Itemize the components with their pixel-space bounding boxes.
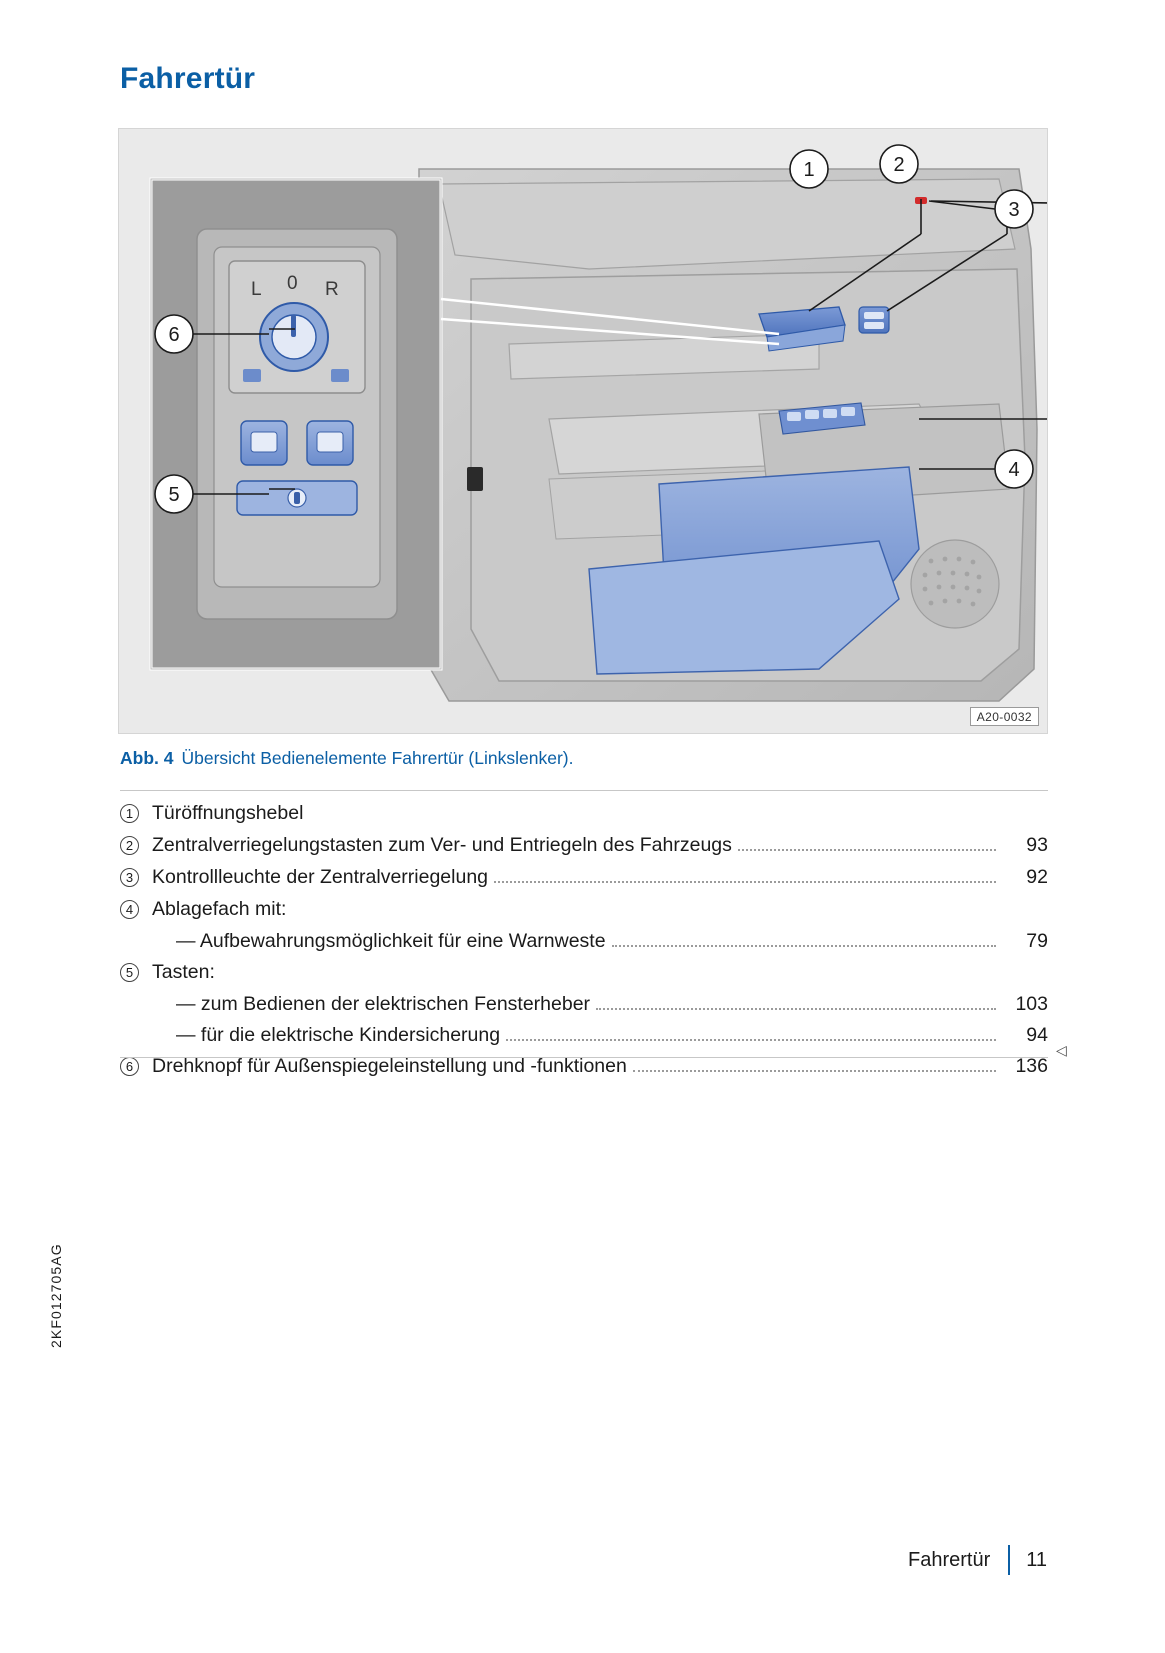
legend-page: 136 [1015, 1055, 1048, 1077]
svg-text:6: 6 [168, 324, 180, 346]
list-item [120, 926, 1048, 957]
leader-dots [309, 818, 996, 819]
svg-text:4: 4 [1008, 459, 1020, 481]
list-item [120, 862, 1048, 894]
figure-door-controls [118, 128, 1048, 734]
page-footer [908, 1545, 1047, 1575]
figure-caption-label: Abb. 4 [120, 748, 174, 768]
legend-number: 4 [120, 894, 152, 925]
list-item [120, 957, 1048, 989]
legend-number: 1 [120, 798, 152, 829]
legend-number: 5 [120, 957, 152, 988]
list-item [120, 894, 1048, 926]
leader-dots [738, 848, 996, 851]
list-item [120, 830, 1048, 862]
legend-page: 93 [1026, 834, 1048, 856]
svg-text:1: 1 [803, 159, 815, 181]
list-item [120, 798, 1048, 830]
leader-dots [596, 1007, 996, 1010]
footer-divider [1008, 1545, 1010, 1575]
svg-text:3: 3 [1008, 199, 1020, 221]
list-item [120, 989, 1048, 1020]
figure-code: A20-0032 [970, 707, 1039, 726]
legend-page: 92 [1026, 866, 1048, 888]
svg-text:L: L [251, 279, 262, 300]
svg-text:0: 0 [287, 273, 298, 294]
legend-text: — zum Bedienen der elektrischen Fensterheber [176, 993, 591, 1015]
door-illustration [119, 129, 1048, 734]
leader-dots [633, 1069, 996, 1072]
legend-text: — Aufbewahrungsmöglichkeit für eine Warnweste [176, 930, 606, 952]
figure-caption-text: Übersicht Bedienelemente Fahrertür (Linkslenker). [181, 748, 574, 768]
svg-text:R: R [325, 279, 339, 300]
leader-dots [221, 977, 996, 978]
legend-number: 2 [120, 830, 152, 861]
list-item [120, 1020, 1048, 1051]
legend-page: 103 [1015, 993, 1048, 1015]
footer-page-number: 11 [1026, 1548, 1047, 1571]
legend-text: Ablagefach mit: [152, 898, 287, 920]
leader-dots [292, 914, 996, 915]
svg-text:5: 5 [168, 484, 180, 506]
page-title: Fahrertür [120, 62, 256, 95]
legend-bottom-rule [120, 1057, 1048, 1058]
section-end-marker: ◁ [1056, 1042, 1067, 1058]
legend-number: 6 [120, 1051, 152, 1082]
leader-dots [506, 1038, 996, 1041]
legend-text: Türöffnungshebel [152, 802, 304, 824]
svg-text:2: 2 [893, 154, 905, 176]
list-item [120, 1051, 1048, 1083]
legend-list [120, 790, 1048, 1083]
legend-text: Tasten: [152, 961, 215, 983]
footer-section-name: Fahrertür [907, 1548, 991, 1571]
legend-page: 94 [1026, 1024, 1048, 1046]
legend-text: Kontrollleuchte der Zentralverriegelung [152, 866, 489, 888]
legend-text: Drehknopf für Außenspiegeleinstellung und -funktionen [152, 1055, 627, 1077]
legend-text: — für die elektrische Kindersicherung [176, 1024, 501, 1046]
legend-page: 79 [1026, 930, 1048, 952]
figure-caption [120, 748, 573, 769]
legend-text: Zentralverriegelungstasten zum Ver- und Entriegeln des Fahrzeugs [152, 834, 732, 856]
document-code: 2KF012705AG [48, 1243, 64, 1348]
leader-dots [612, 944, 996, 947]
leader-dots [494, 880, 996, 883]
legend-number: 3 [120, 862, 152, 893]
